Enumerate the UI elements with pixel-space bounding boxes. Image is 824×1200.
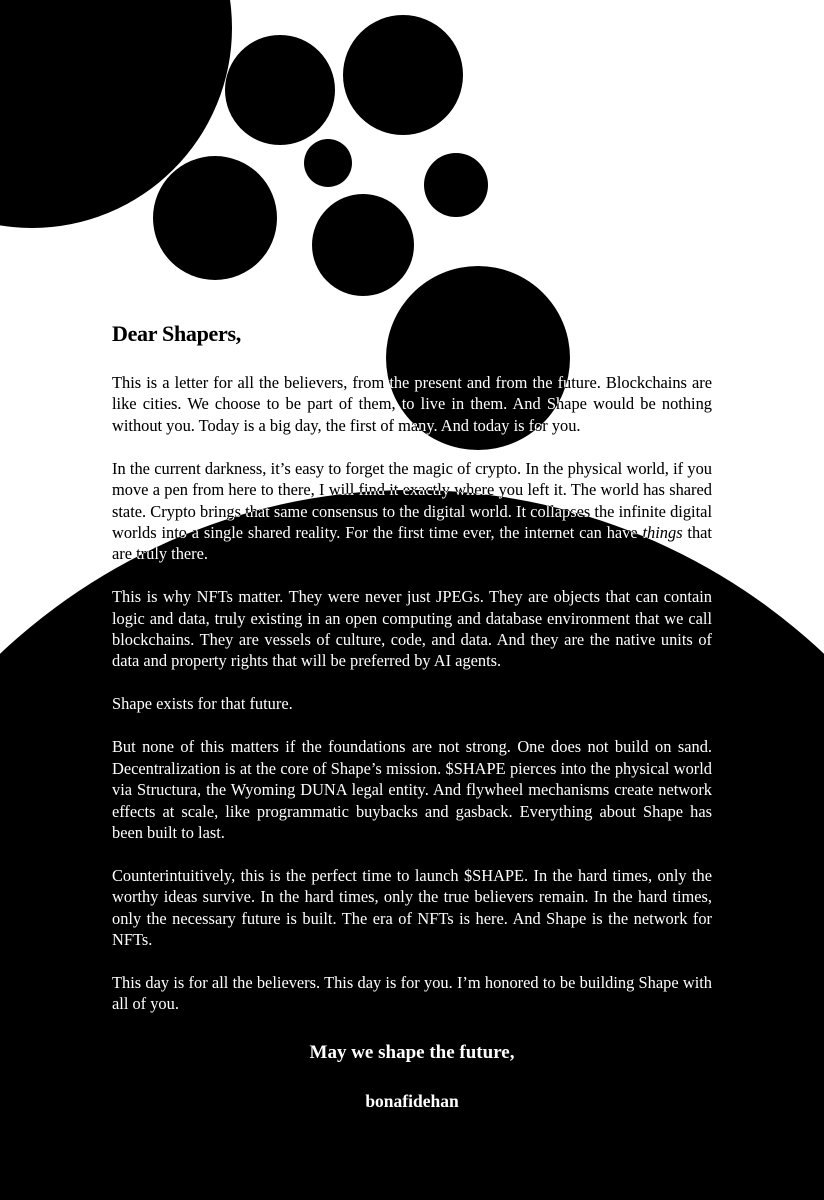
small-circle-3	[153, 156, 277, 280]
paragraph-7: This day is for all the believers. This day is for you. I’m honored to be building Shape with all of you.	[112, 972, 712, 1014]
small-circle-6	[312, 194, 414, 296]
paragraph-3: This is why NFTs matter. They were never just JPEGs. They are objects that can contain logic and data, truly existing in an open computing and database environment that we call blockchains. They are vessels of culture, code, and data. And they are the native units of data and property rights that will be preferred by AI agents.	[112, 587, 712, 671]
emphasized-word: things	[642, 522, 683, 542]
letter-body	[112, 318, 712, 1115]
small-circle-1	[225, 35, 335, 145]
paragraph-4: Shape exists for that future.	[112, 694, 293, 714]
paragraph-1: This is a letter for all the believers, from the present and from the future. Blockchains are like cities. We choose to be part of them, to live in them. And Shape would be nothing without you. Today is a big day, the first of many. And today is for you.	[112, 373, 712, 435]
small-circle-2	[343, 15, 463, 135]
paragraph-2: In the current darkness, it’s easy to forget the magic of crypto. In the physical world, if you move a pen from here to there, I will find it exactly where you left it. The world has shared state. Crypto brings that same consensus to the digital world. It collapses the infinite digital worlds into a single shared reality. For the first time ever, the internet can have things that are truly there.	[112, 458, 712, 564]
small-circle-4	[304, 139, 352, 187]
letter-greeting: Dear Shapers,	[112, 321, 241, 346]
paragraph-5: But none of this matters if the foundations are not strong. One does not build on sand. Decentralization is at the core of Shape’s mission. $SHAPE pierces into the physical world via Structura, the Wyoming DUNA legal entity. And flywheel mechanisms create network effects at scale, like programmatic buybacks and gasback. Everything about Shape has been built to last.	[112, 737, 712, 842]
closing-line: May we shape the future,	[309, 1041, 515, 1063]
paragraph-6: Counterintuitively, this is the perfect time to launch $SHAPE. In the hard times, only the worthy ideas survive. In the hard times, only the true believers remain. In the hard times, only the necessary future is built. The era of NFTs is here. And Shape is the network for NFTs.	[112, 865, 712, 950]
small-circle-5	[424, 153, 488, 217]
signature: bonafidehan	[365, 1090, 459, 1111]
